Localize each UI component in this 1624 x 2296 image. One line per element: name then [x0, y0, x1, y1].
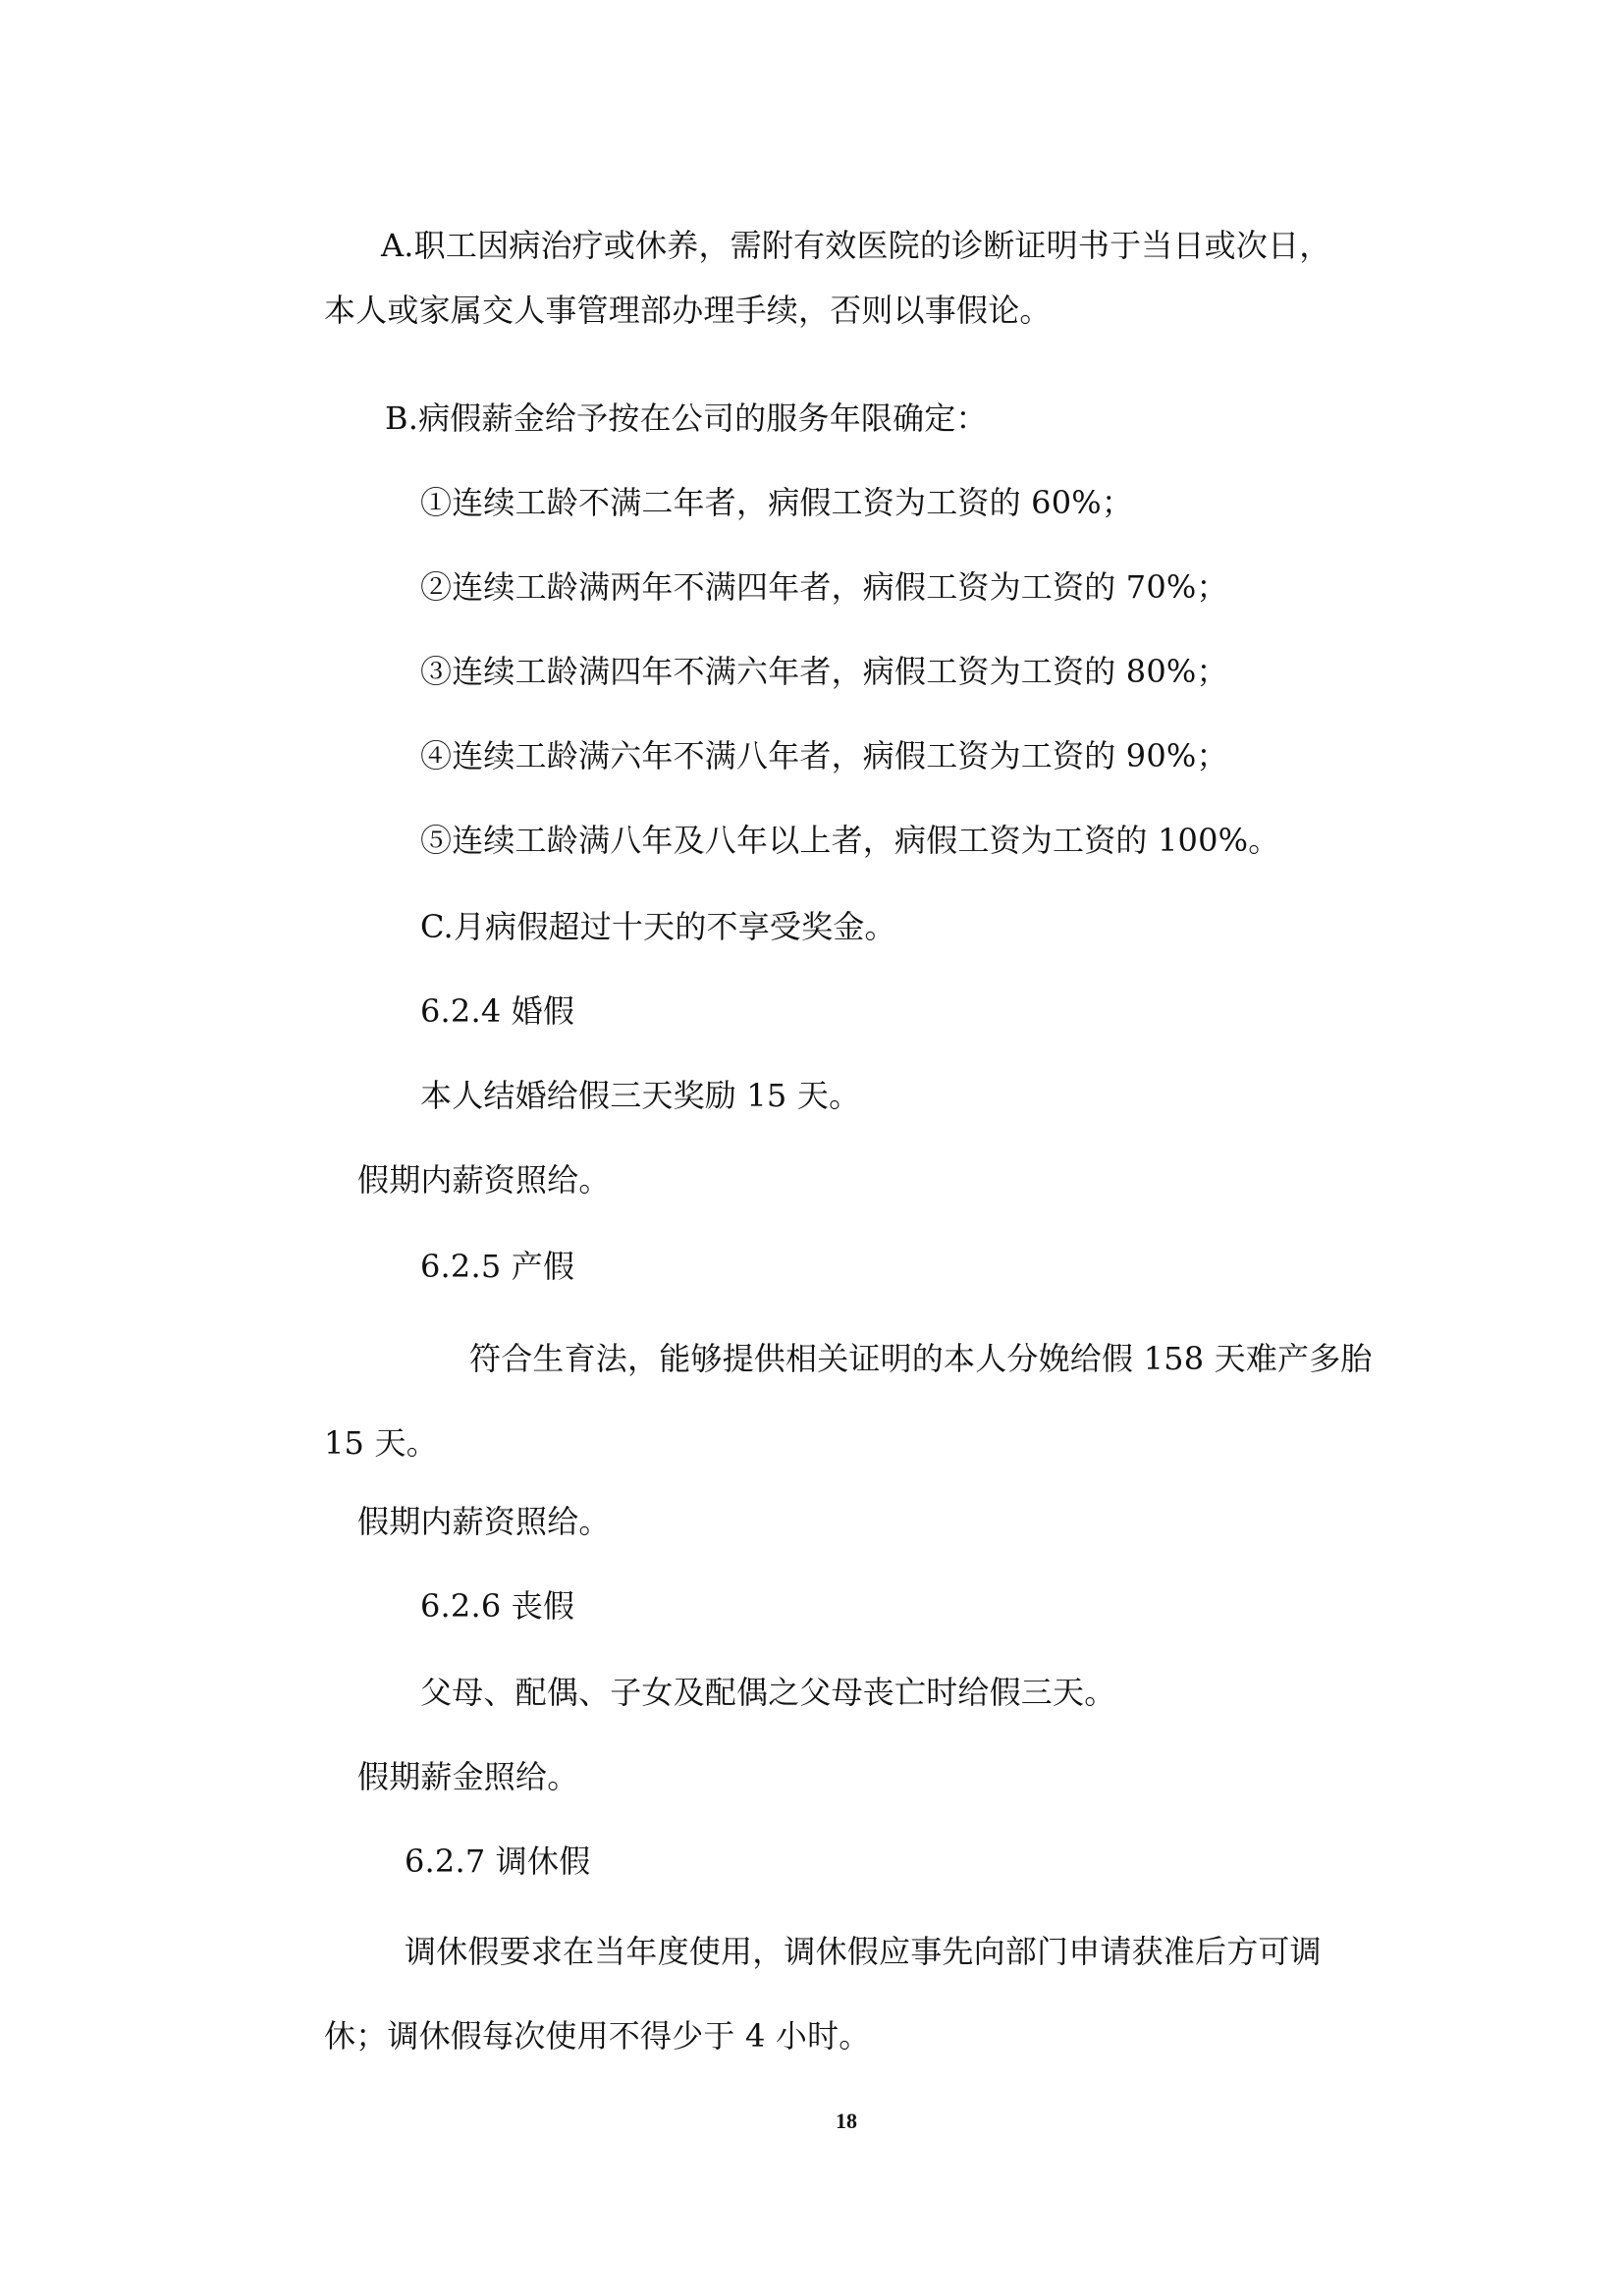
maternity-leave-pay: 假期内薪资照给。 — [357, 1503, 611, 1540]
sick-leave-clause-c: C.月病假超过十天的不享受奖金。 — [420, 908, 896, 945]
sick-leave-clause-b: B.病假薪金给予按在公司的服务年限确定： — [385, 400, 988, 437]
page-number: 18 — [836, 2109, 857, 2133]
maternity-leave-text-line-1: 符合生育法，能够提供相关证明的本人分娩给假 158 天难产多胎 — [469, 1340, 1373, 1377]
sick-leave-clause-a-line-2: 本人或家属交人事管理部办理手续，否则以事假论。 — [324, 292, 1052, 329]
maternity-leave-text-line-2: 15 天。 — [324, 1424, 438, 1462]
bereavement-leave-text: 父母、配偶、子女及配偶之父母丧亡时给假三天。 — [420, 1674, 1116, 1711]
sick-pay-tier-2: ②连续工龄满两年不满四年者，病假工资为工资的 70%； — [420, 568, 1228, 606]
marriage-leave-text: 本人结婚给假三天奖励 15 天。 — [420, 1077, 861, 1114]
sick-pay-tier-4: ④连续工龄满六年不满八年者，病假工资为工资的 90%； — [420, 737, 1228, 774]
sick-pay-tier-3: ③连续工龄满四年不满六年者，病假工资为工资的 80%； — [420, 653, 1228, 690]
sick-pay-tier-5: ⑤连续工龄满八年及八年以上者，病假工资为工资的 100%。 — [420, 822, 1280, 859]
section-heading-compensatory-leave: 6.2.7 调休假 — [405, 1842, 591, 1880]
section-heading-bereavement-leave: 6.2.6 丧假 — [420, 1587, 575, 1625]
marriage-leave-pay: 假期内薪资照给。 — [357, 1161, 611, 1199]
section-heading-marriage-leave: 6.2.4 婚假 — [420, 992, 575, 1030]
sick-leave-clause-a-line-1: A.职工因病治疗或休养，需附有效医院的诊断证明书于当日或次日， — [381, 227, 1331, 264]
bereavement-leave-pay: 假期薪金照给。 — [357, 1758, 579, 1795]
section-heading-maternity-leave: 6.2.5 产假 — [420, 1248, 575, 1285]
compensatory-leave-text-line-2: 休；调休假每次使用不得少于 4 小时。 — [324, 2017, 871, 2055]
compensatory-leave-text-line-1: 调休假要求在当年度使用，调休假应事先向部门申请获准后方可调 — [405, 1933, 1322, 1970]
sick-pay-tier-1: ①连续工龄不满二年者，病假工资为工资的 60%； — [420, 484, 1134, 521]
